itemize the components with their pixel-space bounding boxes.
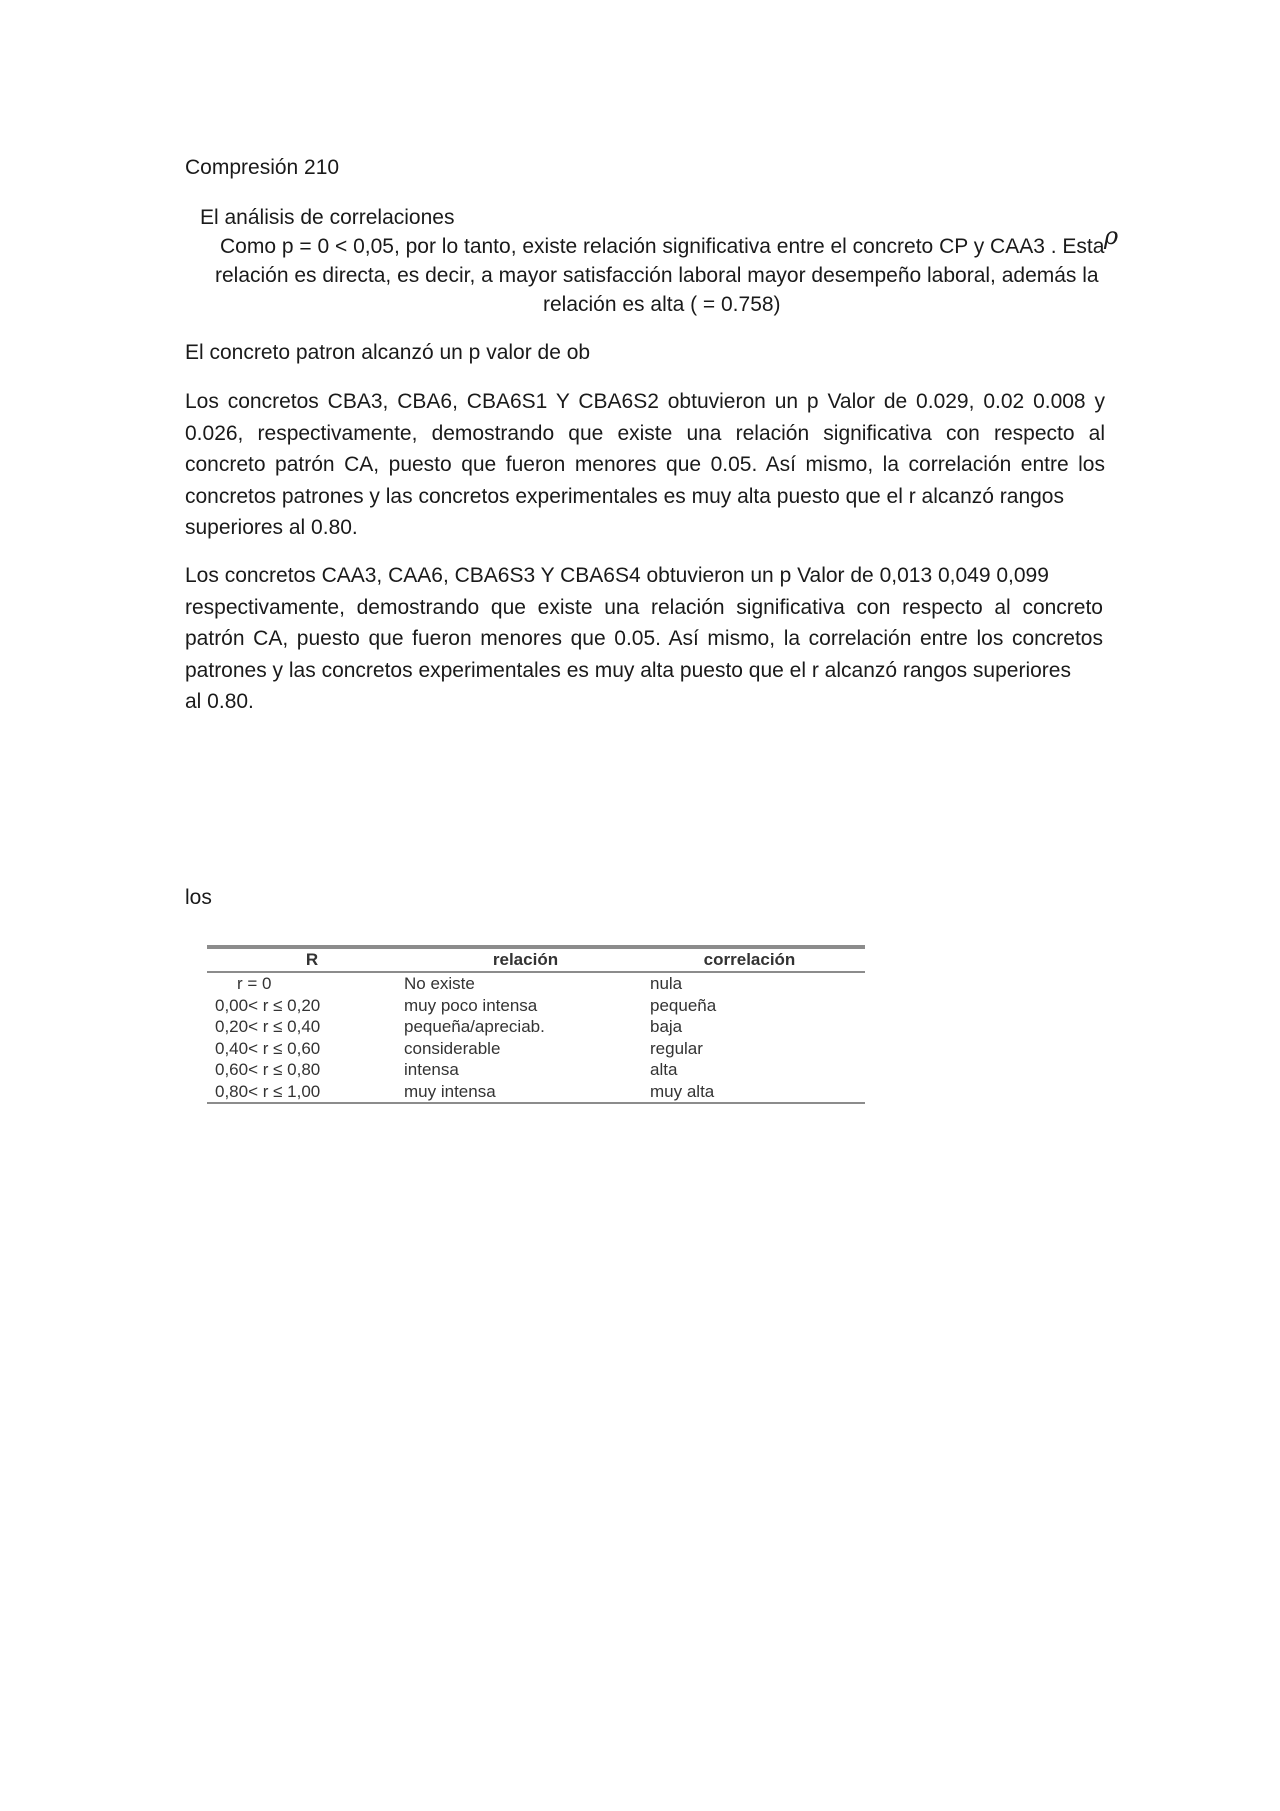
- patron-line: El concreto patron alcanzó un p valor de ob: [185, 341, 591, 364]
- cell-correlacion: regular: [650, 1038, 703, 1058]
- cell-range: r = 0: [237, 974, 272, 993]
- cell-relacion: muy poco intensa: [404, 995, 538, 1015]
- table-row: [207, 995, 865, 1017]
- cell-relacion: muy intensa: [404, 1081, 496, 1101]
- quote-line-2: relación es directa, es decir, a mayor satisfacción laboral mayor desempeño laboral, además la: [215, 264, 1099, 287]
- table-row: [207, 1016, 865, 1038]
- cell-relacion: pequeña/apreciab.: [404, 1017, 545, 1036]
- cell-correlacion: pequeña: [650, 995, 717, 1015]
- paragraph-2-body: respectivamente, demostrando que existe una relación significativa con respecto al concreto patrón CA, puesto que fueron menores que 0.05. Así mismo, la correlación entre los concretos patrones y las concretos experimentales es muy alta puesto que el r alcanzó rangos superiores: [185, 595, 1103, 682]
- header-relacion: relación: [492, 950, 559, 969]
- paragraph-1-last: superiores al 0.80.: [185, 516, 358, 539]
- cell-correlacion: muy alta: [650, 1081, 715, 1101]
- table-row: [207, 1081, 865, 1103]
- header-correlacion: correlación: [703, 950, 796, 969]
- cell-range: 0,20< r ≤ 0,40: [215, 1017, 321, 1036]
- table-row: [207, 973, 865, 995]
- paragraph-2-last: al 0.80.: [185, 690, 254, 713]
- subheading: El análisis de correlaciones: [200, 206, 455, 229]
- cell-relacion: intensa: [404, 1060, 459, 1079]
- cell-correlacion: baja: [650, 1017, 683, 1036]
- paragraph-1: [185, 386, 1105, 544]
- cell-range: 0,00< r ≤ 0,20: [215, 995, 321, 1015]
- paragraph-1-body: Los concretos CBA3, CBA6, CBA6S1 Y CBA6S2 obtuvieron un p Valor de 0.029, 0.02 0.008 y 0.026, respectivamente, demostrando que existe una relación significativa con respecto al concreto patrón CA, puesto que fueron menores que 0.05. Así mismo, la correlación entre los concretos patrones y las concretos experimentales es muy alta puesto que el r alcanzó rangos: [185, 390, 1105, 508]
- cell-range: 0,80< r ≤ 1,00: [215, 1081, 321, 1101]
- cell-correlacion: alta: [650, 1060, 678, 1079]
- table-header: [207, 949, 865, 973]
- table-row: [207, 1059, 865, 1081]
- cell-range: 0,40< r ≤ 0,60: [215, 1038, 321, 1058]
- cell-correlacion: nula: [650, 974, 683, 993]
- correlation-table: [207, 945, 865, 1104]
- cell-relacion: considerable: [404, 1038, 501, 1058]
- cell-range: 0,60< r ≤ 0,80: [215, 1060, 321, 1079]
- header-r: R: [305, 950, 319, 969]
- paragraph-2-first: Los concretos CAA3, CAA6, CBA6S3 Y CBA6S4 obtuvieron un p Valor de 0,013 0,049 0,099: [185, 564, 1049, 587]
- quote-line-3: relación es alta ( = 0.758): [543, 293, 781, 316]
- cell-relacion: No existe: [404, 974, 475, 993]
- table-row: [207, 1038, 865, 1060]
- quote-line-1: Como p = 0 < 0,05, por lo tanto, existe relación significativa entre el concreto CP y CAA3 . Esta: [220, 235, 1105, 258]
- heading: Compresión 210: [185, 156, 340, 179]
- paragraph-2: [185, 560, 1103, 718]
- los-text: los: [185, 886, 212, 909]
- rho-symbol: ρ: [1104, 222, 1119, 250]
